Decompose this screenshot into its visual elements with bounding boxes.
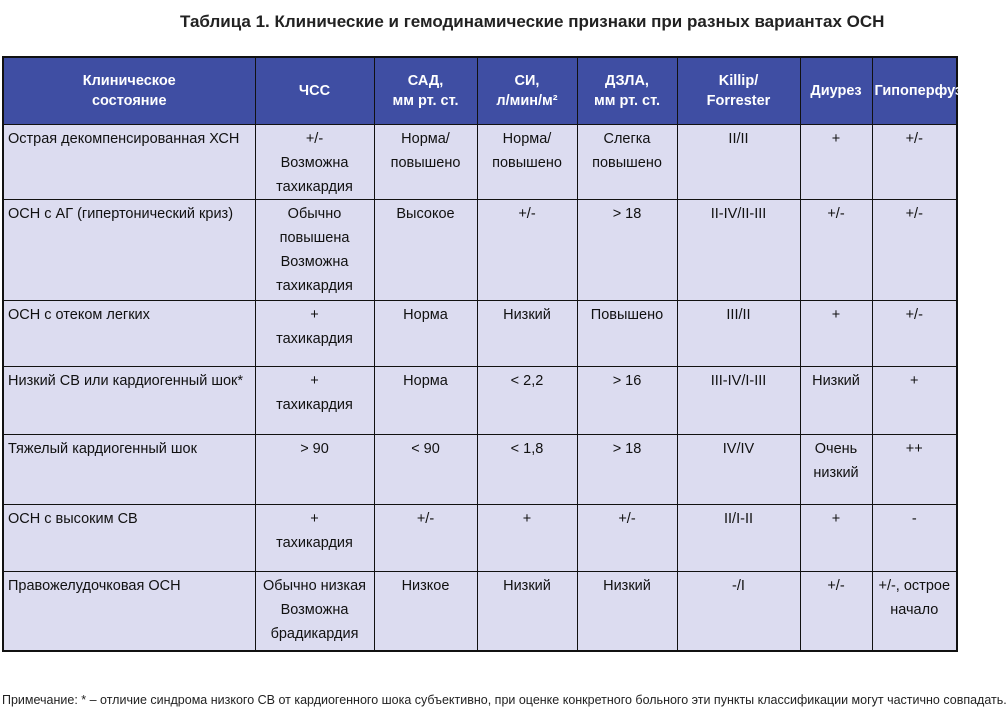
cell-diuresis: Очень низкий <box>800 435 872 505</box>
cell-systolic-pressure: Норма <box>374 301 477 367</box>
header-cardiac-index: СИ, л/мин/м² <box>477 57 577 125</box>
cell-killip-forrester: III/II <box>677 301 800 367</box>
cell-killip-forrester: IV/IV <box>677 435 800 505</box>
cell-heart-rate: > 90 <box>255 435 374 505</box>
cell-hypoperfusion: ++ <box>872 435 957 505</box>
cell-heart-rate: Обычно повышена Возможна тахикардия <box>255 200 374 301</box>
cell-heart-rate: + тахикардия <box>255 505 374 572</box>
table-row <box>3 435 957 505</box>
cell-killip-forrester: III-IV/I-III <box>677 367 800 435</box>
cell-systolic-pressure: < 90 <box>374 435 477 505</box>
table-row <box>3 367 957 435</box>
cell-clinical-state: Тяжелый кардиогенный шок <box>3 435 255 505</box>
cell-systolic-pressure: +/- <box>374 505 477 572</box>
cell-pcwp: Слегка повышено <box>577 125 677 200</box>
cell-heart-rate: Обычно низкая Возможна брадикардия <box>255 572 374 652</box>
table-row <box>3 301 957 367</box>
table-footnote: Примечание: * – отличие синдрома низкого СВ от кардиогенного шока субъективно, при оценке конкретного больного эти пункты классификации могут частично совпадать. <box>2 693 1007 707</box>
cell-cardiac-index: < 1,8 <box>477 435 577 505</box>
cell-heart-rate: +/- Возможна тахикардия <box>255 125 374 200</box>
cell-cardiac-index: +/- <box>477 200 577 301</box>
cell-pcwp: > 16 <box>577 367 677 435</box>
table-title: Таблица 1. Клинические и гемодинамические признаки при разных вариантах ОСН <box>180 12 885 31</box>
cell-diuresis: +/- <box>800 200 872 301</box>
table-row <box>3 200 957 301</box>
cell-hypoperfusion: +/- <box>872 125 957 200</box>
header-killip-forrester: Killip/ Forrester <box>677 57 800 125</box>
cell-killip-forrester: -/I <box>677 572 800 652</box>
cell-systolic-pressure: Норма <box>374 367 477 435</box>
cell-pcwp: Низкий <box>577 572 677 652</box>
cell-clinical-state: Низкий СВ или кардиогенный шок* <box>3 367 255 435</box>
cell-clinical-state: Правожелудочковая ОСН <box>3 572 255 652</box>
header-diuresis: Диурез <box>800 57 872 125</box>
cell-diuresis: +/- <box>800 572 872 652</box>
cell-cardiac-index: Норма/ повышено <box>477 125 577 200</box>
header-pcwp: ДЗЛА, мм рт. ст. <box>577 57 677 125</box>
header-clinical-state: Клиническое состояние <box>3 57 255 125</box>
hemodynamics-table <box>2 56 980 652</box>
cell-clinical-state: ОСН с высоким СВ <box>3 505 255 572</box>
cell-pcwp: Повышено <box>577 301 677 367</box>
cell-hypoperfusion: + <box>872 367 957 435</box>
table-row <box>3 505 957 572</box>
table-row <box>3 125 957 200</box>
cell-heart-rate: + тахикардия <box>255 367 374 435</box>
cell-pcwp: > 18 <box>577 435 677 505</box>
cell-pcwp: > 18 <box>577 200 677 301</box>
table-row <box>3 572 957 652</box>
cell-clinical-state: ОСН с АГ (гипертонический криз) <box>3 200 255 301</box>
cell-clinical-state: ОСН с отеком легких <box>3 301 255 367</box>
cell-systolic-pressure: Высокое <box>374 200 477 301</box>
cell-systolic-pressure: Низкое <box>374 572 477 652</box>
cell-killip-forrester: II/I-II <box>677 505 800 572</box>
cell-hypoperfusion: - <box>872 505 957 572</box>
cell-systolic-pressure: Норма/ повышено <box>374 125 477 200</box>
cell-heart-rate: + тахикардия <box>255 301 374 367</box>
cell-clinical-state: Острая декомпенсированная ХСН <box>3 125 255 200</box>
cell-diuresis: + <box>800 505 872 572</box>
cell-hypoperfusion: +/- <box>872 200 957 301</box>
header-systolic-pressure: САД, мм рт. ст. <box>374 57 477 125</box>
cell-diuresis: + <box>800 301 872 367</box>
cell-cardiac-index: + <box>477 505 577 572</box>
cell-cardiac-index: Низкий <box>477 301 577 367</box>
cell-killip-forrester: II-IV/II-III <box>677 200 800 301</box>
cell-hypoperfusion: +/-, острое начало <box>872 572 957 652</box>
header-heart-rate: ЧСС <box>255 57 374 125</box>
header-hypoperfusion: Гипоперфузия <box>872 57 957 125</box>
cell-cardiac-index: < 2,2 <box>477 367 577 435</box>
cell-killip-forrester: II/II <box>677 125 800 200</box>
cell-cardiac-index: Низкий <box>477 572 577 652</box>
cell-diuresis: + <box>800 125 872 200</box>
cell-pcwp: +/- <box>577 505 677 572</box>
cell-hypoperfusion: +/- <box>872 301 957 367</box>
table-header-row <box>3 57 957 125</box>
cell-diuresis: Низкий <box>800 367 872 435</box>
